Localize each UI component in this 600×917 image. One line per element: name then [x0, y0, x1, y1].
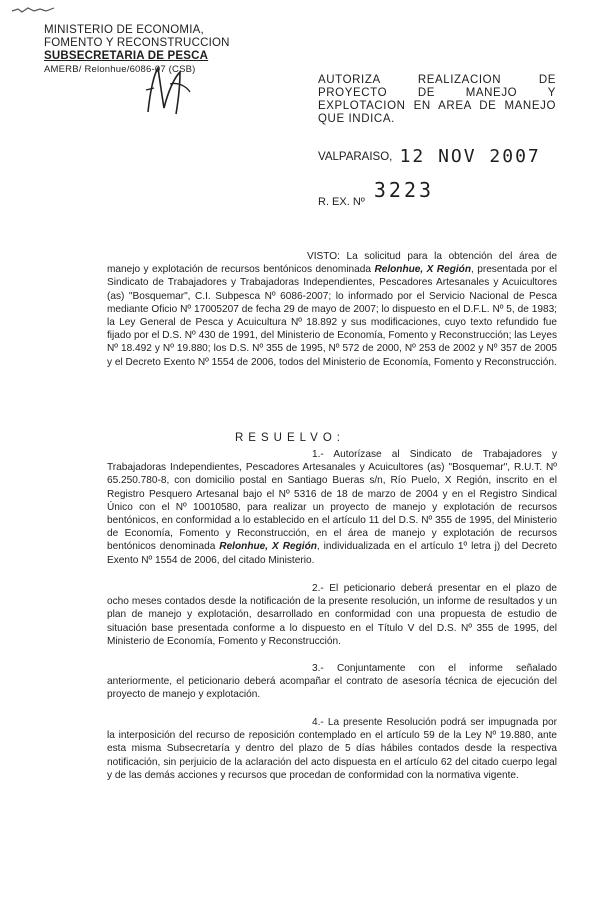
resolution-number-line	[318, 178, 435, 210]
date-stamp: 12 NOV 2007	[399, 146, 541, 167]
article-2-paragraph	[107, 582, 557, 648]
visto-paragraph	[107, 250, 557, 369]
article-1-text-c: , individualizada en el artículo 1º letra j) del Decreto Exento Nº 1554 de 2006, del citado Ministerio.	[107, 541, 557, 566]
article-4-paragraph	[107, 716, 557, 782]
visto-text-a: VISTO: La solicitud para la obtención del área de manejo y explotación de recursos bentónicos denominada	[107, 251, 557, 276]
date-line	[318, 146, 541, 167]
ministry-name-line2: FOMENTO Y RECONSTRUCCION	[44, 37, 230, 49]
resolution-subject: AUTORIZA REALIZACION DE PROYECTO DE MANEJO Y EXPLOTACION EN AREA DE MANEJO QUE INDICA.	[318, 74, 556, 125]
file-reference: AMERB/ Relonhue/6086-07 (CSB)	[44, 64, 196, 75]
resuelvo-heading: RESUELVO:	[235, 432, 345, 444]
article-3-paragraph	[107, 662, 557, 702]
undersecretariat-name: SUBSECRETARIA DE PESCA	[44, 50, 209, 62]
resolution-number: 3223	[373, 178, 435, 202]
visto-text-c: , presentada por el Sindicato de Trabajadores y Trabajadoras Independientes, Pescadores Artesanales y Acuicultores (as) "Bosquemar", C.I. Subpesca Nº 6086-2007; lo informado por el Servicio Nacional de Pesca mediante Oficio Nº 17005207 de fecha 29 de mayo de 2007; lo dispuesto en el D.F.L. Nº 5, de 1983; la Ley General de Pesca y Acuicultura Nº 18.892 y sus modificaciones, cuyo texto refundido fue fijado por el D.S. Nº 430 de 1991, del Ministerio de Economía, Fomento y Reconstrucción; las Leyes Nº 18.492 y Nº 19.880; los D.S. Nº 355 de 1995, Nº 572 de 2000, Nº 253 de 2002 y Nº 357 de 2005 y el Decreto Exento Nº 1554 de 2006, todos del Ministerio de Economía, Fomento y Reconstrucción.	[107, 264, 557, 368]
article-1-text-a: 1.- Autorízase al Sindicato de Trabajadores y Trabajadoras Independientes, Pescadores Artesanales y Acuicultores (as) "Bosquemar", R.U.T. Nº 65.250.780-8, con domicilio postal en Santiago Bueras s/n, Río Puelo, X Región, inscrito en el Registro Pesquero Artesanal bajo el Nº 5316 de 18 de marzo de 2004 y en el Registro Sindical Único con el Nº 10010580, para realizar un proyecto de manejo y explotación de recursos bentónicos, en conformidad a lo establecido en el artículo 11 del D.S. Nº 355 de 1995, del Ministerio de Economía, Fomento y Reconstrucción, en el área de manejo y explotación de recursos bentónicos denominada	[107, 449, 557, 553]
article-2-text: 2.- El peticionario deberá presentar en el plazo de ocho meses contados desde la notificación de la presente resolución, un informe de resultados y un plan de manejo y explotación, desarrollado en conformidad con una propuesta de estudio de situación base presentada conforme a lo dispuesto en el Título V del D.S. Nº 355 de 1995, del Ministerio de Economía, Fomento y Reconstrucción.	[107, 583, 557, 647]
date-place: VALPARAISO,	[318, 151, 393, 163]
resolution-label: R. EX. Nº	[318, 196, 365, 208]
corner-scribble-mark	[10, 5, 58, 15]
article-1-paragraph	[107, 448, 557, 567]
article-4-text: 4.- La presente Resolución podrá ser impugnada por la interposición del recurso de reposición contemplado en el artículo 59 de la Ley Nº 19.880, ante esta misma Subsecretaría y dentro del plazo de 5 días hábiles contados desde la respectiva notificación, sin perjuicio de la aclaración del acto dispuesta en el artículo 62 del citado cuerpo legal y de las demás acciones y recursos que procedan de conformidad con la normativa vigente.	[107, 717, 557, 781]
letterhead	[44, 24, 230, 76]
visto-area-name: Relonhue, X Región	[374, 264, 471, 276]
ministry-name: MINISTERIO DE ECONOMIA,	[44, 24, 204, 36]
article-1-area-name: Relonhue, X Región	[219, 541, 317, 553]
handwritten-initials-signature	[140, 62, 200, 120]
article-3-text: 3.- Conjuntamente con el informe señalado anteriormente, el peticionario deberá acompañar el contrato de asesoría técnica de ejecución del proyecto de manejo y explotación.	[107, 663, 557, 701]
